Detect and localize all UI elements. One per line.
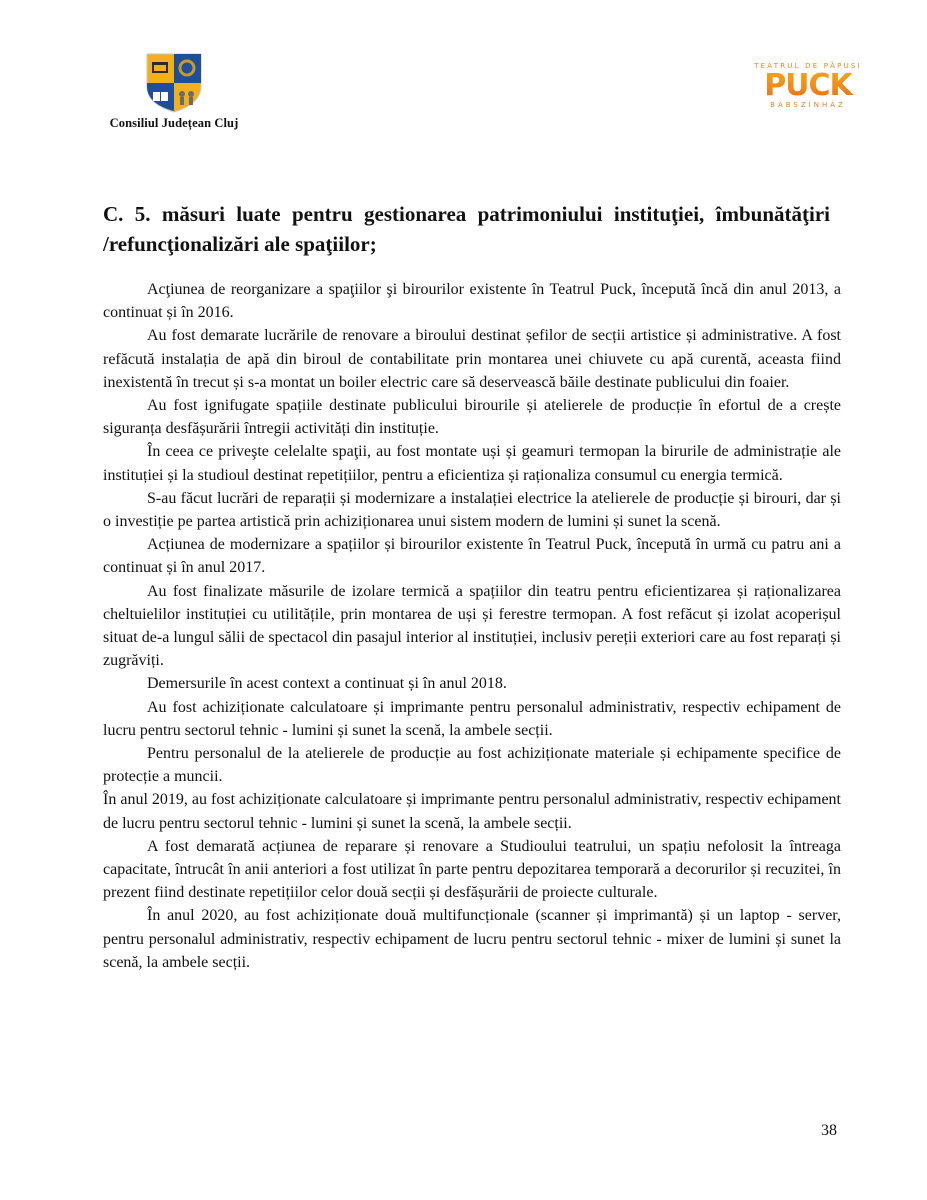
paragraph: Acţiunea de reorganizare a spaţiilor şi birourilor existente în Teatrul Puck, începută încă din anul 2013, a continuat și în 2016. [103,281,841,322]
puck-logo-wordmark: PUCK [752,71,864,101]
paragraph: A fost demarată acțiunea de reparare și renovare a Studioului teatrului, un spațiu nefolosit la întreaga capacitate, întrucât în anii anteriori a fost utilizat în parte pentru depozitarea temporară a decorurilor și recuzitei, în prezent fiind destinate repetițiilor celor două secții și desfășurării de proiecte culturale. [103,837,841,902]
paragraph: Au fost ignifugate spațiile destinate publicului birourile și atelierele de producție în efortul de a crește siguranța desfășurării întregii activități din instituție. [103,397,841,438]
paragraph: Pentru personalul de la atelierele de producție au fost achiziționate materiale și echipamente specifice de protecție a muncii. [103,745,841,786]
county-council-logo [94,52,254,131]
paragraph: Au fost achiziționate calculatoare și imprimante pentru personalul administrativ, respectiv echipament de lucru pentru sectorul tehnic - lumini și sunet la scenă, la ambele secții. [103,698,841,739]
county-council-crest-icon [145,52,203,114]
paragraph: În anul 2020, au fost achiziționate două multifuncționale (scanner și imprimantă) și un laptop - server, pentru personalul administrativ, respectiv echipament de lucru pentru sectorul tehnic - mixer de lumini și sunet la scenă, la ambele secții. [103,907,841,971]
paragraph: S-au făcut lucrări de reparații și modernizare a instalației electrice la atelierele de producție și birouri, dar și o investiție pe partea artistică prin achiziționarea unui sistem modern de lumini și sunet la scenă. [103,489,841,531]
paragraph: În anul 2019, au fost achiziționate calculatoare și imprimante pentru personalul administrativ, respectiv echipament de lucru pentru sectorul tehnic - lumini și sunet la scenă, la ambele secții. [103,791,841,832]
puck-logo-bottom-text: BÁBSZÍNHÁZ [770,101,846,109]
paragraph: Demersurile în acest context a continuat și în anul 2018. [147,675,507,693]
page-number: 38 [821,1122,837,1139]
puck-logo-top-text: TEATRUL DE PĂPUȘI [754,62,862,70]
section-title: C. 5. măsuri luate pentru gestionarea patrimoniului instituţiei, îmbunătăţiri /refuncţionalizări ale spaţiilor; [103,202,830,256]
document-body [103,278,841,974]
paragraph: Acțiunea de modernizare a spațiilor și birourilor existente în Teatrul Puck, începută în urmă cu patru ani a continuat și în anul 2017. [103,536,841,577]
paragraph: În ceea ce priveşte celelalte spaţii, au fost montate uși și geamuri termopan la birurile de administrație ale instituției și la studioul destinat repetițiilor, pentru a eficientiza și raționaliza consumul cu energia termică. [103,443,841,484]
county-council-name: Consiliul Județean Cluj [109,116,239,130]
puck-theatre-logo [752,62,864,110]
paragraph: Au fost finalizate măsurile de izolare termică a spațiilor din teatru pentru eficientizarea și raționalizarea cheltuielilor instituției cu utilitățile, prin montarea de uși și ferestre termopan. A fost refăcut și izolat acoperișul situat de-a lungul sălii de spectacol din pasajul interior al instituției, inclusiv pereții exteriori care au fost reparați și zugrăviți. [103,582,841,670]
paragraph: Au fost demarate lucrările de renovare a biroului destinat șefilor de secții artistice și administrative. A fost refăcută instalația de apă din biroul de contabilitate prin montarea unei chiuvete cu apă curentă, aceasta fiind inexistentă în trecut și s-a montat un boiler electric care să deservească băile destinate publicului din foaier. [103,327,841,391]
